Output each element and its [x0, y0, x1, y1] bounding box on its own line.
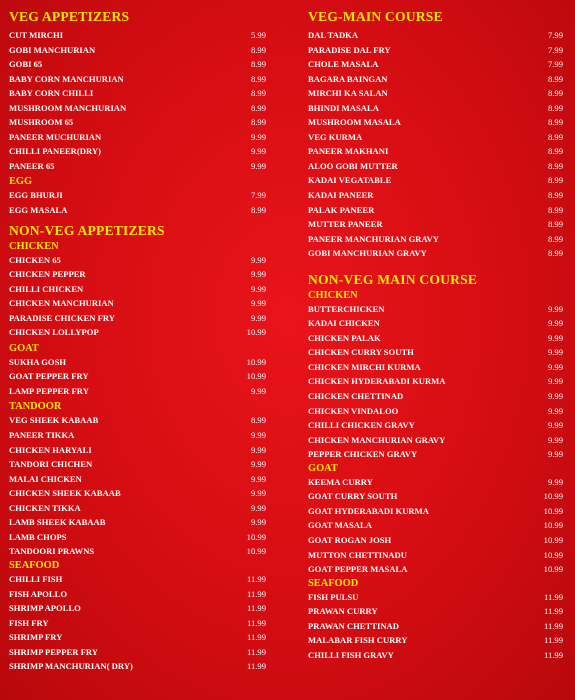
menu-item [9, 282, 266, 297]
menu-item-price: 9.99 [250, 312, 266, 323]
menu-item-price: 10.99 [543, 564, 563, 575]
menu-item-price: 11.99 [543, 620, 563, 631]
menu-item [308, 217, 563, 232]
menu-item-name: KADAI PANEER [308, 190, 374, 201]
menu-item-price: 8.99 [547, 175, 563, 186]
menu-item-name: BABY CORN MANCHURIAN [9, 73, 124, 84]
menu-item [9, 159, 266, 174]
menu-item-name: CHICKEN VINDALOO [308, 405, 399, 416]
menu-item-name: KADAI CHICKEN [308, 318, 380, 329]
menu-item-name: GOBI MANCHURIAN [9, 44, 96, 55]
menu-item-name: BABY CORN CHILLI [9, 88, 94, 99]
menu-item [308, 101, 563, 116]
menu-item-name: PANEER MUCHURIAN [9, 131, 102, 142]
menu-item [308, 489, 563, 504]
menu-item [9, 28, 266, 43]
menu-item-name: MIRCHI KA SALAN [308, 88, 388, 99]
menu-item [308, 418, 563, 433]
tandoor-heading: TANDOOR [9, 401, 62, 413]
left-menu-column [9, 8, 266, 674]
nv-main-chicken-heading: CHICKEN [308, 289, 358, 301]
menu-item-price: 8.99 [547, 160, 563, 171]
menu-item [9, 645, 266, 660]
non-veg-main-course-heading: NON-VEG MAIN COURSE [308, 271, 478, 287]
menu-item [9, 57, 266, 72]
menu-item [308, 648, 563, 663]
menu-item [308, 619, 563, 634]
menu-item-price: 8.99 [547, 117, 563, 128]
menu-item [308, 188, 563, 203]
menu-item [9, 457, 266, 472]
menu-item-name: PANEER TIKKA [9, 430, 75, 441]
menu-item-price: 8.99 [547, 204, 563, 215]
menu-item-name: GOBI MANCHURIAN GRAVY [308, 248, 427, 259]
menu-item [308, 389, 563, 404]
menu-item-name: FISH PULSU [308, 591, 359, 602]
menu-item-name: DAL TADKA [308, 30, 359, 40]
menu-item [308, 302, 563, 317]
menu-item-name: BUTTERCHICKEN [308, 303, 385, 314]
menu-item-name: PARADISE DAL FRY [308, 44, 391, 55]
menu-item-name: MUTTON CHETTINADU [308, 549, 407, 560]
nv-app-seafood-heading: SEAFOOD [9, 559, 60, 571]
menu-item-name: GOBI 65 [9, 59, 43, 70]
menu-item-name: BHINDI MASALA [308, 102, 379, 113]
menu-item-price: 11.99 [246, 617, 266, 628]
menu-item-name: PANEER MANCHURIAN GRAVY [308, 233, 439, 244]
menu-item-price: 8.99 [547, 73, 563, 84]
menu-item-price: 9.99 [250, 385, 266, 396]
menu-item-price: 8.99 [547, 190, 563, 201]
menu-item-name: SUKHA GOSH [9, 356, 67, 367]
menu-item-price: 8.99 [250, 73, 266, 84]
menu-item [308, 43, 563, 58]
menu-item-price: 10.99 [246, 371, 266, 382]
menu-item-price: 7.99 [547, 59, 563, 70]
menu-item [9, 369, 266, 384]
menu-item [9, 253, 266, 268]
menu-item [9, 601, 266, 616]
menu-item [9, 572, 266, 587]
menu-item [308, 447, 563, 462]
menu-item-price: 9.99 [250, 254, 266, 265]
menu-item-price: 9.99 [250, 517, 266, 528]
menu-item-name: GOAT ROGAN JOSH [308, 534, 392, 545]
menu-item-name: MALAI CHICKEN [9, 473, 82, 484]
menu-item-price: 10.99 [246, 327, 266, 338]
menu-item-price: 11.99 [543, 649, 563, 660]
menu-item-price: 9.99 [250, 473, 266, 484]
menu-item-name: CHICKEN MIRCHI KURMA [308, 361, 421, 372]
menu-item [9, 311, 266, 326]
menu-item-name: FISH FRY [9, 617, 49, 628]
menu-item-name: MALABAR FISH CURRY [308, 635, 408, 646]
menu-item-name: CHILLI PANEER(DRY) [9, 146, 101, 157]
non-veg-appetizers-heading: NON-VEG APPETIZERS [9, 222, 165, 238]
veg-appetizers-list [9, 28, 266, 173]
menu-item-name: LAMB SHEEK KABAAB [9, 517, 106, 528]
menu-item-price: 8.99 [250, 117, 266, 128]
menu-item-name: CHILLI CHICKEN [9, 283, 84, 294]
menu-item [9, 384, 266, 399]
tandoor-list [9, 413, 266, 558]
menu-item-price: 8.99 [250, 59, 266, 70]
menu-item-price: 9.99 [547, 420, 563, 431]
veg-main-course-heading: VEG-MAIN COURSE [308, 9, 443, 24]
menu-item [9, 443, 266, 458]
menu-item-name: KEEMA CURRY [308, 476, 373, 487]
menu-item-price: 10.99 [543, 491, 563, 502]
menu-item-price: 8.99 [250, 205, 266, 216]
nv-app-seafood-list [9, 572, 266, 674]
menu-item-name: BAGARA BAINGAN [308, 73, 388, 84]
menu-item-name: VEG KURMA [308, 131, 363, 142]
menu-item-name: GOAT HYDERABADI KURMA [308, 505, 429, 516]
menu-item [308, 604, 563, 619]
menu-item-price: 9.99 [547, 332, 563, 343]
menu-item-price: 11.99 [246, 603, 266, 614]
menu-item-name: TANDOORI PRAWNS [9, 546, 95, 557]
menu-item [9, 144, 266, 159]
menu-item [9, 544, 266, 559]
menu-item-price: 9.99 [547, 361, 563, 372]
nv-app-goat-list [9, 355, 266, 399]
menu-item-price: 8.99 [547, 219, 563, 230]
menu-item-price: 8.99 [250, 44, 266, 55]
menu-item [9, 325, 266, 340]
menu-item-name: CHILLI CHICKEN GRAVY [308, 420, 415, 431]
menu-item-price: 7.99 [547, 44, 563, 55]
menu-item [9, 72, 266, 87]
menu-item-name: SHRIMP FRY [9, 632, 63, 643]
menu-item-name: GOAT CURRY SOUTH [308, 491, 398, 502]
menu-item [308, 433, 563, 448]
menu-item-price: 9.99 [250, 459, 266, 470]
menu-item [308, 203, 563, 218]
menu-item-price: 9.99 [547, 476, 563, 487]
menu-item [9, 428, 266, 443]
menu-item-name: GOAT PEPPER MASALA [308, 564, 408, 575]
menu-item-price: 8.99 [250, 415, 266, 426]
menu-item-price: 11.99 [543, 591, 563, 602]
menu-item-price: 8.99 [547, 102, 563, 113]
menu-item-price: 10.99 [543, 505, 563, 516]
menu-item-name: MUSHROOM MANCHURIAN [9, 102, 127, 113]
menu-item-name: MUTTER PANEER [308, 219, 383, 230]
menu-item [308, 144, 563, 159]
menu-item-price: 8.99 [547, 88, 563, 99]
menu-item-name: CHICKEN CURRY SOUTH [308, 347, 414, 358]
menu-item [308, 360, 563, 375]
menu-item-price: 7.99 [547, 30, 563, 40]
menu-item [308, 548, 563, 563]
menu-item-name: CHICKEN PALAK [308, 332, 381, 343]
menu-item-price: 9.99 [250, 146, 266, 157]
nv-app-goat-heading: GOAT [9, 342, 39, 354]
menu-item-name: SHRIMP MANCHURIAN( DRY) [9, 661, 133, 672]
menu-item [308, 173, 563, 188]
menu-item [9, 515, 266, 530]
menu-item [308, 504, 563, 519]
menu-item-name: TANDORI CHICHEN [9, 459, 93, 470]
menu-item [9, 616, 266, 631]
menu-item-name: CHICKEN LOLLYPOP [9, 327, 99, 338]
menu-item [308, 633, 563, 648]
menu-item-price: 11.99 [246, 588, 266, 599]
menu-item-name: MUSHROOM MASALA [308, 117, 401, 128]
menu-item-name: CHICKEN MANCHURIAN [9, 298, 114, 309]
menu-item [9, 86, 266, 101]
menu-item [308, 115, 563, 130]
menu-item [308, 86, 563, 101]
menu-item-name: LAMP PEPPER FRY [9, 385, 89, 396]
menu-item [9, 530, 266, 545]
menu-item-name: CHILLI FISH [9, 573, 63, 584]
veg-main-course-list [308, 28, 563, 261]
menu-item [308, 404, 563, 419]
menu-item [308, 590, 563, 605]
menu-item-price: 9.99 [547, 391, 563, 402]
menu-item-price: 9.99 [547, 303, 563, 314]
menu-item-price: 9.99 [250, 283, 266, 294]
menu-item-price: 9.99 [250, 160, 266, 171]
menu-item [308, 345, 563, 360]
menu-item [308, 331, 563, 346]
menu-item [9, 587, 266, 602]
menu-item-price: 8.99 [547, 233, 563, 244]
menu-item [308, 130, 563, 145]
menu-item-name: VEG SHEEK KABAAB [9, 415, 99, 426]
menu-item-name: EGG MASALA [9, 205, 68, 216]
nv-main-chicken-list [308, 302, 563, 462]
menu-item-price: 9.99 [250, 269, 266, 280]
menu-item-name: CHICKEN MANCHURIAN GRAVY [308, 434, 446, 445]
menu-item-price: 9.99 [547, 318, 563, 329]
menu-item-price: 10.99 [543, 534, 563, 545]
menu-item [308, 316, 563, 331]
menu-item-name: CHOLE MASALA [308, 59, 379, 70]
menu-item-price: 9.99 [250, 298, 266, 309]
menu-item-price: 9.99 [547, 347, 563, 358]
menu-item-price: 8.99 [250, 102, 266, 113]
menu-item-price: 9.99 [547, 405, 563, 416]
menu-item-name: PRAWAN CURRY [308, 606, 378, 617]
menu-item-name: CUT MIRCHI [9, 30, 64, 40]
nv-app-chicken-heading: CHICKEN [9, 240, 59, 252]
menu-item-name: PALAK PANEER [308, 204, 375, 215]
menu-item-price: 9.99 [547, 376, 563, 387]
menu-item [9, 130, 266, 145]
menu-item-price: 8.99 [547, 146, 563, 157]
menu-item-name: ALOO GOBI MUTTER [308, 160, 398, 171]
menu-item [9, 630, 266, 645]
menu-item [9, 115, 266, 130]
menu-item-price: 10.99 [543, 520, 563, 531]
menu-item-price: 7.99 [250, 190, 266, 201]
menu-item-name: CHILLI FISH GRAVY [308, 649, 394, 660]
menu-item [308, 533, 563, 548]
menu-item-name: KADAI VEGATABLE [308, 175, 392, 186]
menu-item-price: 10.99 [246, 546, 266, 557]
menu-item [9, 267, 266, 282]
menu-item-name: LAMB CHOPS [9, 531, 67, 542]
nv-main-seafood-list [308, 590, 563, 663]
menu-item [9, 43, 266, 58]
menu-item-name: CHICKEN SHEEK KABAAB [9, 488, 121, 499]
menu-item-name: CHICKEN TIKKA [9, 502, 81, 513]
menu-item-price: 11.99 [246, 573, 266, 584]
menu-item-name: CHICKEN CHETTINAD [308, 391, 404, 402]
menu-item [308, 72, 563, 87]
menu-item-price: 11.99 [543, 635, 563, 646]
menu-item [308, 159, 563, 174]
menu-item-price: 9.99 [250, 131, 266, 142]
menu-item [308, 246, 563, 261]
menu-item-price: 10.99 [246, 356, 266, 367]
menu-item-name: PANEER 65 [9, 160, 55, 171]
nv-main-goat-heading: GOAT [308, 462, 338, 474]
menu-item-price: 11.99 [246, 646, 266, 657]
menu-item [9, 486, 266, 501]
menu-item-name: GOAT MASALA [308, 520, 372, 531]
menu-item-name: GOAT PEPPER FRY [9, 371, 89, 382]
menu-item-name: PARADISE CHICKEN FRY [9, 312, 116, 323]
menu-item-name: SHRIMP PEPPER FRY [9, 646, 98, 657]
menu-item-price: 9.99 [250, 502, 266, 513]
menu-item-price: 9.99 [250, 488, 266, 499]
menu-item-price: 8.99 [250, 88, 266, 99]
menu-item-price: 5.99 [250, 30, 266, 40]
menu-item [308, 475, 563, 490]
veg-appetizers-heading: VEG APPETIZERS [9, 9, 130, 24]
menu-item-price: 9.99 [547, 449, 563, 460]
menu-item [308, 374, 563, 389]
menu-item-name: CHICKEN PEPPER [9, 269, 86, 280]
menu-item-name: PRAWAN CHETTINAD [308, 620, 399, 631]
nv-app-chicken-list [9, 253, 266, 340]
menu-item-price: 11.99 [246, 661, 266, 672]
menu-item-name: PEPPER CHICKEN GRAVY [308, 449, 418, 460]
menu-item-price: 9.99 [250, 430, 266, 441]
menu-item [308, 232, 563, 247]
menu-item-price: 10.99 [543, 549, 563, 560]
menu-item [9, 501, 266, 516]
menu-item-name: CHICKEN HYDERABADI KURMA [308, 376, 446, 387]
menu-item [308, 57, 563, 72]
menu-item-name: CHICKEN HARYALI [9, 444, 92, 455]
menu-item-name: SHRIMP APOLLO [9, 603, 81, 614]
menu-item [9, 659, 266, 674]
menu-item [308, 28, 563, 43]
menu-item-name: PANEER MAKHANI [308, 146, 389, 157]
egg-heading: EGG [9, 176, 33, 188]
menu-item [9, 188, 266, 203]
menu-item-price: 8.99 [547, 131, 563, 142]
menu-item-price: 9.99 [250, 444, 266, 455]
nv-main-seafood-heading: SEAFOOD [308, 577, 359, 589]
menu-item-price: 10.99 [246, 531, 266, 542]
menu-item [308, 562, 563, 577]
nv-main-goat-list [308, 475, 563, 577]
menu-item [9, 203, 266, 218]
menu-item-price: 8.99 [547, 248, 563, 259]
menu-item [9, 355, 266, 370]
menu-item-name: EGG BHURJI [9, 190, 63, 201]
menu-item-name: CHICKEN 65 [9, 254, 61, 265]
menu-item-price: 11.99 [246, 632, 266, 643]
menu-item [9, 413, 266, 428]
menu-item [308, 518, 563, 533]
right-menu-column [308, 8, 563, 662]
menu-item [9, 296, 266, 311]
menu-item-name: FISH APOLLO [9, 588, 68, 599]
menu-item [9, 101, 266, 116]
menu-item-name: MUSHROOM 65 [9, 117, 74, 128]
menu-item [9, 472, 266, 487]
menu-item-price: 9.99 [547, 434, 563, 445]
egg-list [9, 188, 266, 217]
menu-item-price: 11.99 [543, 606, 563, 617]
